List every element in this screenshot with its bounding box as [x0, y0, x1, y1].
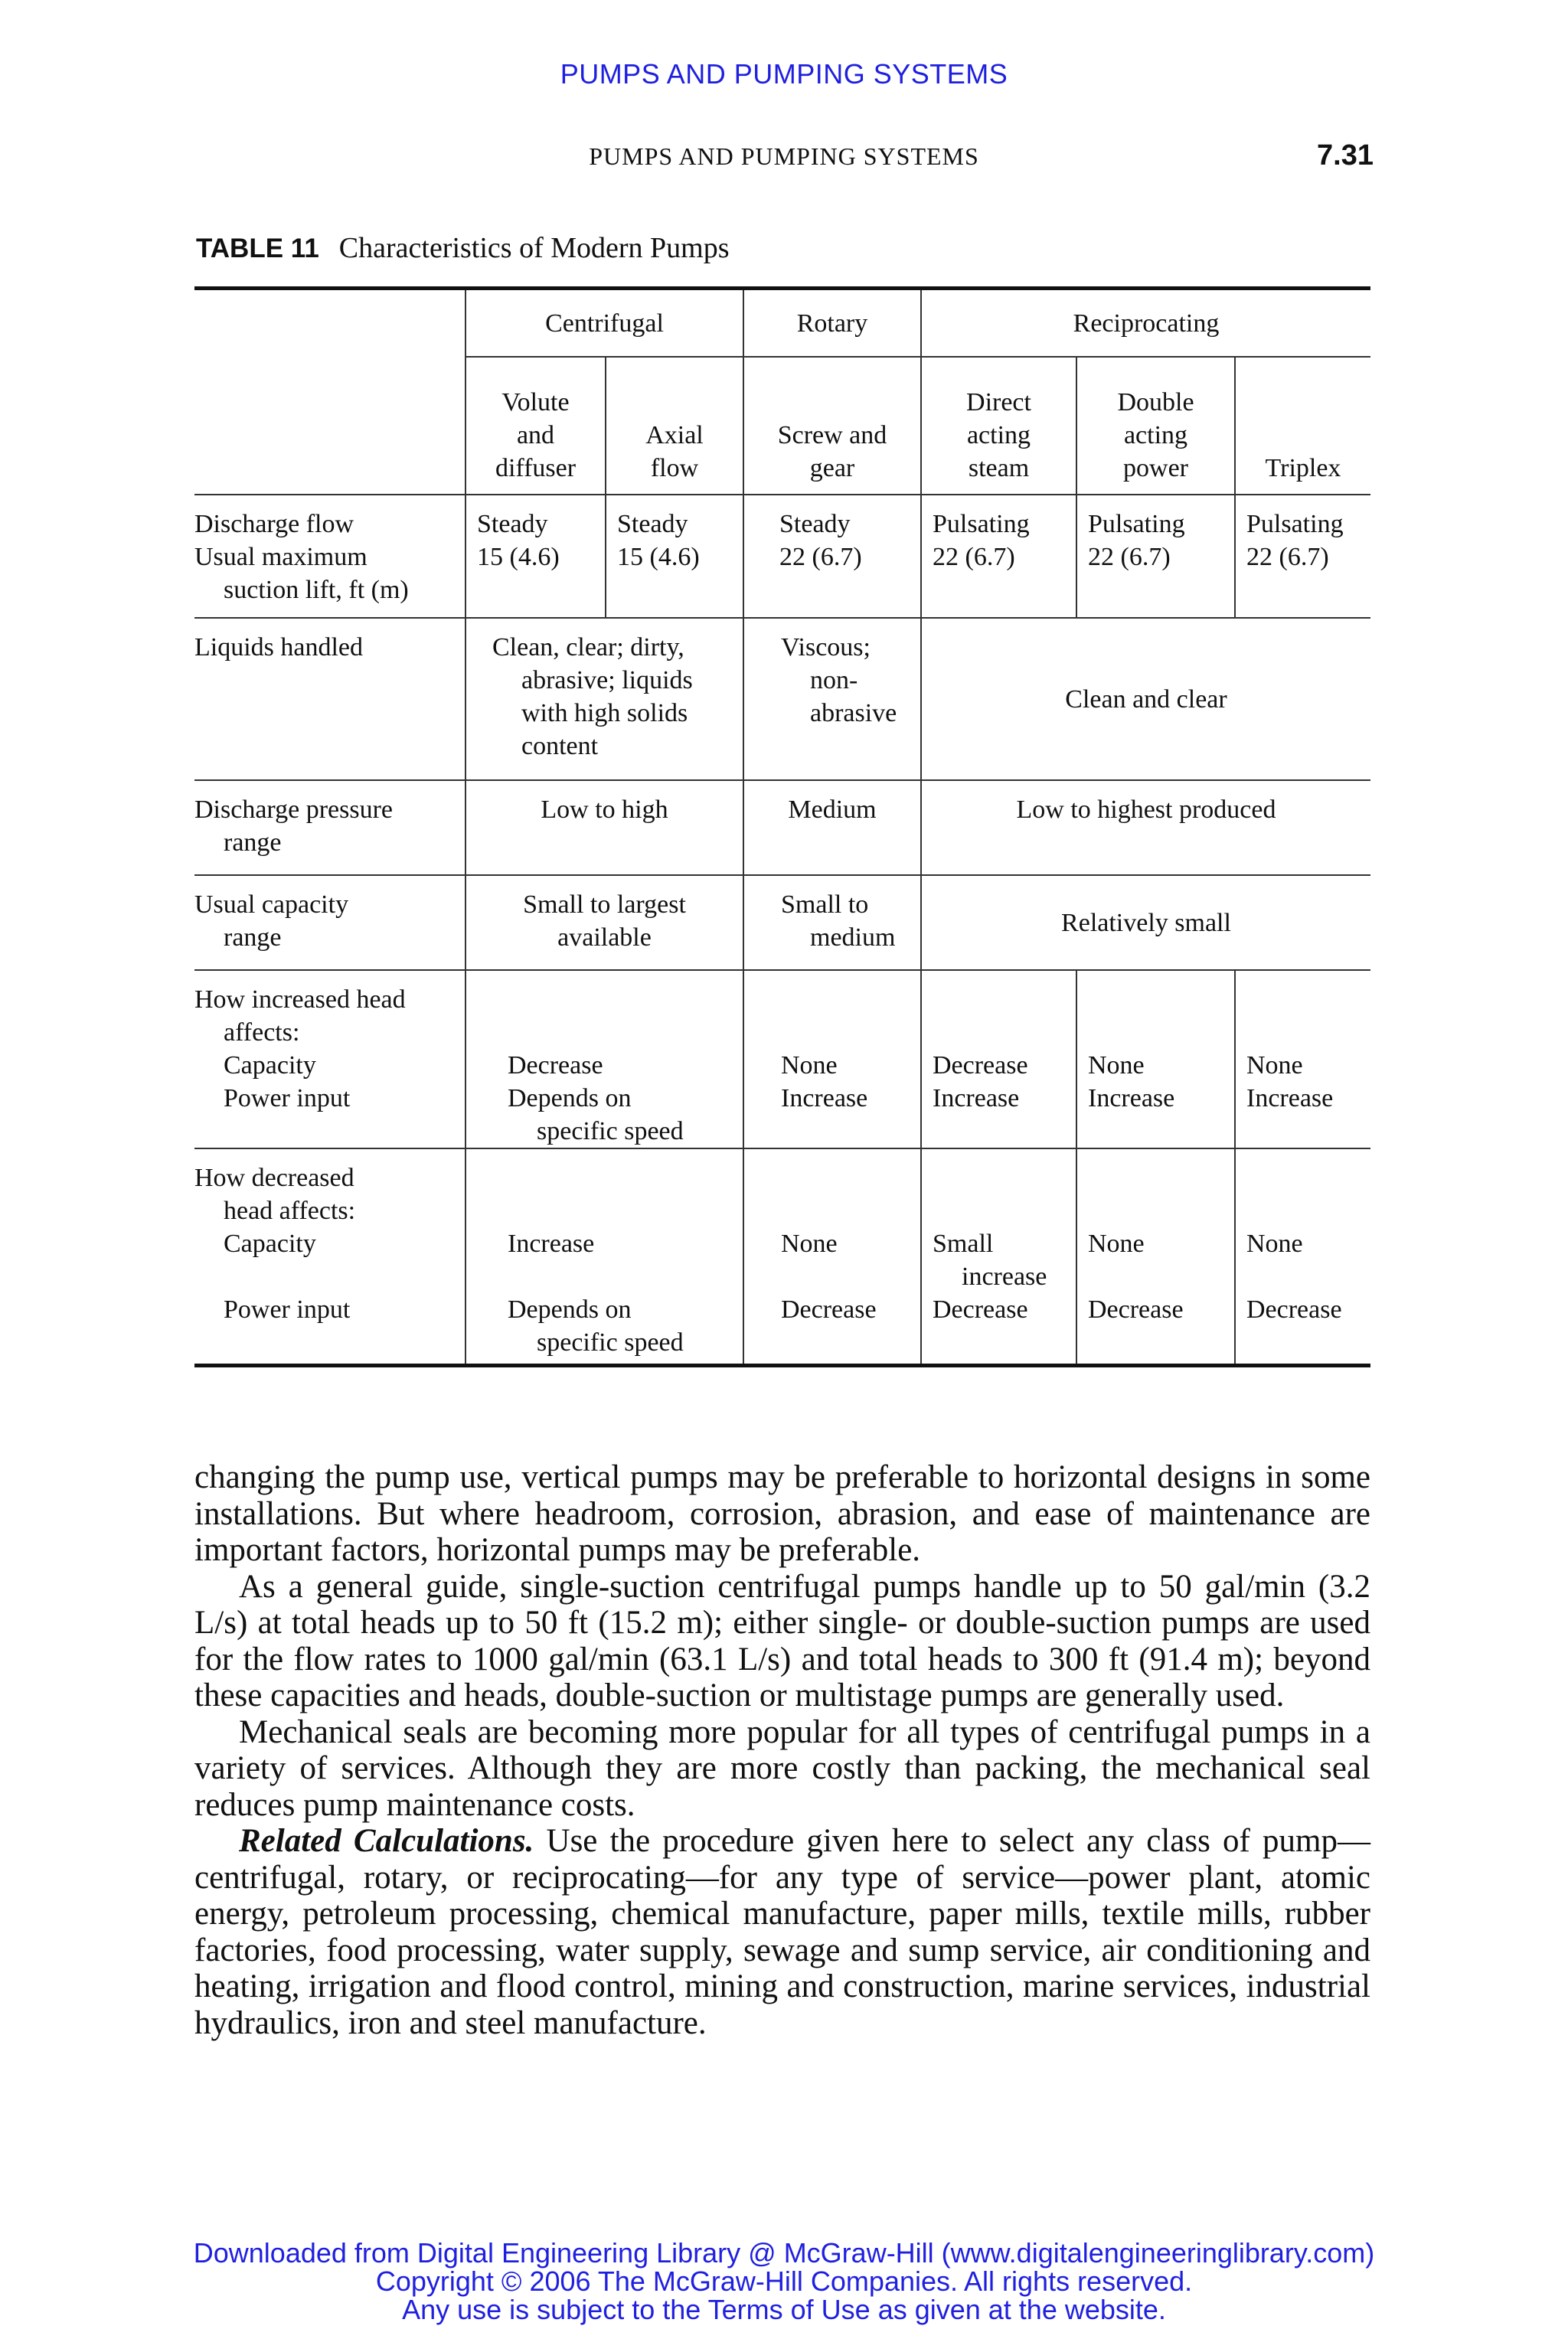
cell-rotary-pressure: Medium [743, 780, 921, 875]
cell-direct-increased: Decrease Increase [921, 970, 1076, 1148]
cell-volute-flow: Steady 15 (4.6) [466, 495, 606, 618]
related-calculations-heading: Related Calculations. [239, 1823, 534, 1859]
cell-triplex-increased: None Increase [1235, 970, 1370, 1148]
paragraph-related-calculations [194, 1823, 1370, 2041]
group-header-row [194, 289, 1370, 358]
col-triplex: Triplex [1235, 357, 1370, 495]
cell-centrifugal-liquids: Clean, clear; dirty, abrasive; liquids with high solids content [466, 618, 743, 780]
cell-triplex-decreased: None Decrease [1235, 1148, 1370, 1366]
row-header-increased-head: How increased head affects: Capacity Power input [194, 970, 466, 1148]
cell-centrifugal-decreased: Increase Depends on specific speed [466, 1148, 743, 1366]
table-row-increased-head [194, 970, 1370, 1148]
cell-rotary-liquids: Viscous; non- abrasive [743, 618, 921, 780]
col-volute: Volute and diffuser [466, 357, 606, 495]
table-row-decreased-head [194, 1148, 1370, 1366]
col-double: Double acting power [1076, 357, 1235, 495]
footer-copyright-line: Copyright © 2006 The McGraw-Hill Companies. All rights reserved. [375, 2265, 1193, 2297]
cell-axial-flow: Steady 15 (4.6) [606, 495, 743, 618]
group-reciprocating: Reciprocating [921, 289, 1370, 358]
page-number: 7.31 [1317, 139, 1374, 172]
source-banner: PUMPS AND PUMPING SYSTEMS [560, 58, 1008, 90]
cell-rotary-capacity: Small to medium [743, 875, 921, 970]
cell-double-increased: None Increase [1076, 970, 1235, 1148]
col-direct: Direct acting steam [921, 357, 1076, 495]
cell-reciprocating-pressure: Low to highest produced [921, 780, 1370, 875]
cell-rotary-increased: None Increase [743, 970, 921, 1148]
paragraph-mechanical-seals: Mechanical seals are becoming more popular for all types of centrifugal pumps in a variety of services. Although they are more costly than packing, the mechanical seal reduces pump maintenance costs. [194, 1713, 1370, 1823]
download-footer [0, 2239, 1568, 2324]
pump-characteristics-table [194, 286, 1370, 1367]
cell-triplex-flow: Pulsating 22 (6.7) [1235, 495, 1370, 618]
column-header-row [194, 357, 1370, 495]
row-header-capacity: Usual capacity range [194, 875, 466, 970]
running-head: PUMPS AND PUMPING SYSTEMS [589, 142, 979, 170]
cell-rotary-decreased: None Decrease [743, 1148, 921, 1366]
cell-centrifugal-capacity: Small to largest available [466, 875, 743, 970]
table-row-capacity-range [194, 875, 1370, 970]
cell-double-decreased: None Decrease [1076, 1148, 1235, 1366]
row-header-liquids: Liquids handled [194, 618, 466, 780]
related-calculations-text: Use the procedure given here to select any class of pump—centrifugal, rotary, or reciprocating—for any type of service—power plant, atomic energy, petroleum processing, chemical manufacture, paper mills, textile mills, rubber factories, food processing, water supply, sewage and sump service, air conditioning and heating, irrigation and flood control, mining and construction, marine services, industrial hydraulics, iron and steel manufacture. [194, 1823, 1371, 2041]
cell-direct-flow: Pulsating 22 (6.7) [921, 495, 1076, 618]
cell-reciprocating-capacity: Relatively small [921, 875, 1370, 970]
col-screw: Screw and gear [743, 357, 921, 495]
group-rotary: Rotary [743, 289, 921, 358]
table-caption [196, 231, 730, 265]
footer-terms-line: Any use is subject to the Terms of Use as given at the website. [402, 2294, 1166, 2325]
paragraph-vertical-pumps: changing the pump use, vertical pumps may be preferable to horizontal designs in some installations. But where headroom, corrosion, abrasion, and ease of maintenance are important factors, horizontal pumps may be preferable. [194, 1459, 1370, 1568]
row-header-pressure: Discharge pressure range [194, 780, 466, 875]
table-row-pressure [194, 780, 1370, 875]
cell-reciprocating-liquids: Clean and clear [921, 618, 1370, 780]
table-row-liquids [194, 618, 1370, 780]
table-row-flow-lift [194, 495, 1370, 618]
group-centrifugal: Centrifugal [466, 289, 743, 358]
cell-centrifugal-pressure: Low to high [466, 780, 743, 875]
cell-centrifugal-increased: Decrease Depends on specific speed [466, 970, 743, 1148]
cell-screw-flow: Steady 22 (6.7) [743, 495, 921, 618]
col-axial: Axial flow [606, 357, 743, 495]
row-header-flow-lift: Discharge flow Usual maximum suction lift, ft (m) [194, 495, 466, 618]
table-title: Characteristics of Modern Pumps [338, 232, 730, 264]
cell-direct-decreased: Small increase Decrease [921, 1148, 1076, 1366]
body-text [194, 1459, 1370, 2041]
cell-double-flow: Pulsating 22 (6.7) [1076, 495, 1235, 618]
paragraph-general-guide: As a general guide, single-suction centrifugal pumps handle up to 50 gal/min (3.2 L/s) at total heads up to 50 ft (15.2 m); either single- or double-suction pumps are used for the flow rates to 1000 gal/min (63.1 L/s) and total heads to 300 ft (91.4 m); beyond these capacities and heads, double-suction or multistage pumps are generally used. [194, 1568, 1370, 1713]
footer-download-line: Downloaded from Digital Engineering Library @ McGraw-Hill (www.digitalengineeringlibrary.com) [193, 2237, 1375, 2269]
table-label: TABLE 11 [196, 234, 319, 263]
row-header-decreased-head: How decreased head affects: Capacity Power input [194, 1148, 466, 1366]
